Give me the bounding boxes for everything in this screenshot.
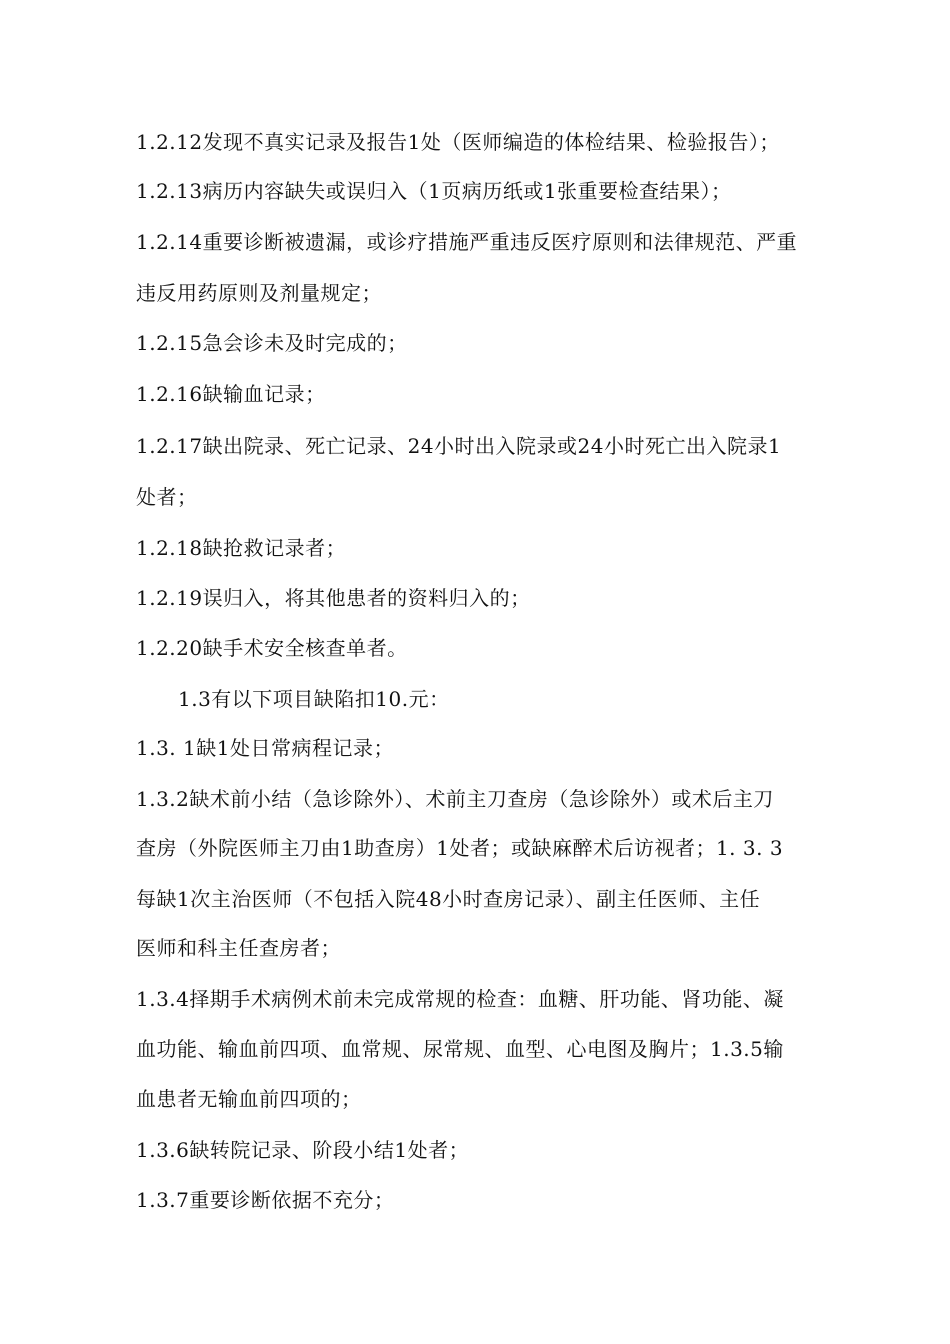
text-line: 1.3.2缺术前小结（急诊除外）、术前主刀查房（急诊除外）或术后主刀 (136, 787, 774, 811)
text-line: 医师和科主任查房者； (136, 936, 341, 960)
text-line: 每缺1次主治医师（不包括入院48小时查房记录）、副主任医师、主任 (136, 887, 761, 911)
text-line: 血功能、输血前四项、血常规、尿常规、血型、心电图及胸片；1.3.5输 (136, 1037, 784, 1061)
text-line: 处者； (136, 485, 198, 509)
text-line: 1.2.13病历内容缺失或误归入（1页病历纸或1张重要检查结果）； (136, 179, 732, 203)
section-heading: 1.3有以下项目缺陷扣10.元： (178, 687, 450, 711)
text-line: 1.3.6缺转院记录、阶段小结1处者； (136, 1138, 470, 1162)
text-line: 1.2.20缺手术安全核查单者。 (136, 636, 408, 660)
text-line: 1.2.15急会诊未及时完成的； (136, 331, 408, 355)
text-line: 1.2.17缺出院录、死亡记录、24小时出入院录或24小时死亡出入院录1 (136, 434, 782, 458)
text-line: 1.2.18缺抢救记录者； (136, 536, 347, 560)
text-line: 1.3.4择期手术病例术前未完成常规的检查：血糖、肝功能、肾功能、凝 (136, 987, 784, 1011)
text-line: 1.3.7重要诊断依据不充分； (136, 1188, 395, 1212)
text-line: 1.2.12发现不真实记录及报告1处（医师编造的体检结果、检验报告）； (136, 130, 780, 154)
text-line: 1.3. 1缺1处日常病程记录； (136, 736, 394, 760)
text-line: 1.2.19误归入，将其他患者的资料归入的； (136, 586, 531, 610)
text-line: 血患者无输血前四项的； (136, 1087, 362, 1111)
text-line: 1.2.16缺输血记录； (136, 382, 326, 406)
text-line: 违反用药原则及剂量规定； (136, 281, 382, 305)
text-line: 查房（外院医师主刀由1助查房）1处者；或缺麻醉术后访视者；1. 3. 3 (136, 836, 784, 860)
text-line: 1.2.14重要诊断被遗漏，或诊疗措施严重违反医疗原则和法律规范、严重 (136, 230, 798, 254)
